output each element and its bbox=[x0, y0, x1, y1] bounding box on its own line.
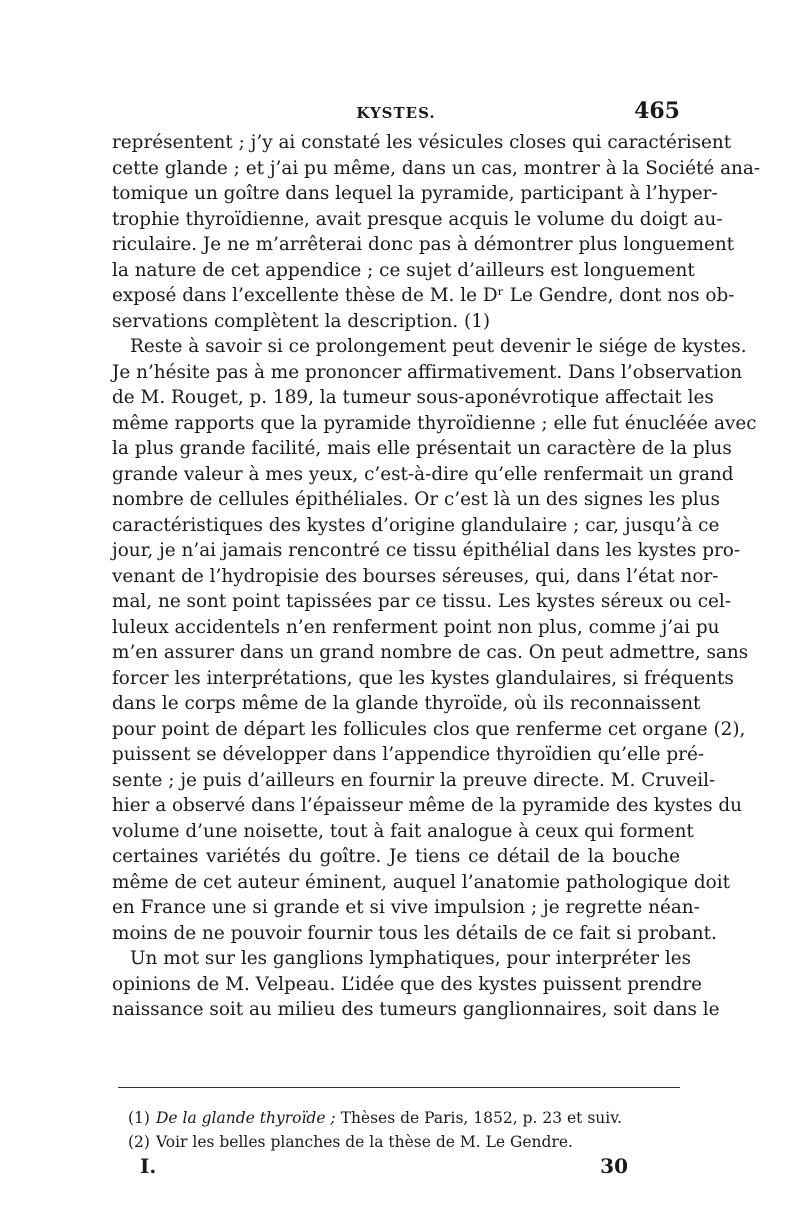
text-line: jour, je n’ai jamais rencontré ce tissu épithélial dans les kystes pro- bbox=[112, 540, 741, 561]
signature-letter: I. bbox=[140, 1154, 157, 1178]
text-line: dans le corps même de la glande thyroïde, où ils reconnaissent bbox=[112, 693, 701, 714]
footnotes bbox=[128, 1106, 680, 1154]
running-head bbox=[112, 96, 680, 126]
paragraph bbox=[112, 334, 757, 946]
body-text bbox=[112, 130, 761, 1023]
text-line: naissance soit au milieu des tumeurs ganglionnaires, soit dans le bbox=[112, 999, 720, 1020]
text-line: même rapports que la pyramide thyroïdienne ; elle fut énucléée avec bbox=[112, 412, 757, 434]
text-line: en France une si grande et si vive impulsion ; je regrette néan- bbox=[112, 897, 700, 918]
footnote bbox=[128, 1106, 680, 1130]
footnote-title: De la glande thyroïde ; bbox=[155, 1109, 336, 1127]
text-line: luleux accidentels n’en renferment point non plus, comme j’ai pu bbox=[112, 616, 720, 638]
text-line: opinions de M. Velpeau. L’idée que des kystes puissent prendre bbox=[112, 973, 702, 995]
text-line: sente ; je puis d’ailleurs en fournir la preuve directe. M. Cruveil- bbox=[112, 769, 716, 791]
text-line: Je n’hésite pas à me prononcer affirmativement. Dans l’observation bbox=[112, 361, 743, 383]
text-line: certaines variétés du goître. Je tiens ce détail de la bouche bbox=[112, 846, 680, 867]
text-line: exposé dans l’excellente thèse de M. le Dʳ Le Gendre, dont nos ob- bbox=[112, 285, 735, 306]
text-line: représentent ; j’y ai constaté les vésicules closes qui caractérisent bbox=[112, 132, 732, 153]
paragraph bbox=[112, 130, 761, 334]
signature-number: 30 bbox=[600, 1154, 628, 1178]
text-line: venant de l’hydropisie des bourses séreuses, qui, dans l’état nor- bbox=[112, 565, 719, 587]
text-line: même de cet auteur éminent, auquel l’anatomie pathologique doit bbox=[112, 871, 730, 893]
text-line: puissent se développer dans l’appendice thyroïdien qu’elle pré- bbox=[112, 744, 705, 765]
text-line: cette glande ; et j’ai pu même, dans un cas, montrer à la Société ana- bbox=[112, 157, 761, 179]
page-number: 465 bbox=[634, 98, 680, 124]
footnote-mark: (2) bbox=[128, 1133, 150, 1151]
running-title: KYSTES. bbox=[356, 104, 436, 122]
text-line: grande valeur à mes yeux, c’est-à-dire qu’elle renfermait un grand bbox=[112, 463, 734, 485]
footnote-rule bbox=[118, 1087, 680, 1088]
text-line: trophie thyroïdienne, avait presque acquis le volume du doigt au- bbox=[112, 208, 723, 230]
text-line: pour point de départ les follicules clos que renferme cet organe (2), bbox=[112, 718, 746, 740]
text-line: m’en assurer dans un grand nombre de cas. On peut admettre, sans bbox=[112, 642, 749, 663]
paragraph bbox=[112, 946, 720, 1023]
footnote-text: Thèses de Paris, 1852, p. 23 et suiv. bbox=[340, 1109, 623, 1127]
text-line: la plus grande facilité, mais elle présentait un caractère de la plus bbox=[112, 438, 732, 459]
text-line: volume d’une noisette, tout à fait analogue à ceux qui forment bbox=[112, 820, 694, 842]
text-line: servations complètent la description. (1) bbox=[112, 310, 491, 332]
text-line: caractéristiques des kystes d’origine glandulaire ; car, jusqu’à ce bbox=[112, 514, 720, 536]
text-line: de M. Rouget, p. 189, la tumeur sous-aponévrotique affectait les bbox=[112, 387, 714, 408]
text-line: nombre de cellules épithéliales. Or c’est là un des signes les plus bbox=[112, 489, 720, 510]
footnote bbox=[128, 1130, 680, 1154]
text-line: tomique un goître dans lequel la pyramide, participant à l’hyper- bbox=[112, 183, 718, 204]
text-line: la nature de cet appendice ; ce sujet d’ailleurs est longuement bbox=[112, 259, 695, 281]
text-line: Reste à savoir si ce prolongement peut devenir le siége de kystes. bbox=[130, 336, 747, 357]
text-line: Un mot sur les ganglions lymphatiques, pour interpréter les bbox=[130, 948, 692, 969]
text-line: moins de ne pouvoir fournir tous les détails de ce fait si probant. bbox=[112, 922, 717, 944]
footnote-mark: (1) bbox=[128, 1109, 150, 1127]
text-line: forcer les interprétations, que les kystes glandulaires, si fréquents bbox=[112, 667, 734, 689]
text-line: mal, ne sont point tapissées par ce tissu. Les kystes séreux ou cel- bbox=[112, 591, 731, 612]
footnote-text: Voir les belles planches de la thèse de M. Le Gendre. bbox=[155, 1133, 573, 1151]
text-line: riculaire. Je ne m’arrêterai donc pas à démontrer plus longuement bbox=[112, 234, 735, 255]
text-line: hier a observé dans l’épaisseur même de la pyramide des kystes du bbox=[112, 795, 742, 816]
signature-mark bbox=[140, 1154, 680, 1182]
